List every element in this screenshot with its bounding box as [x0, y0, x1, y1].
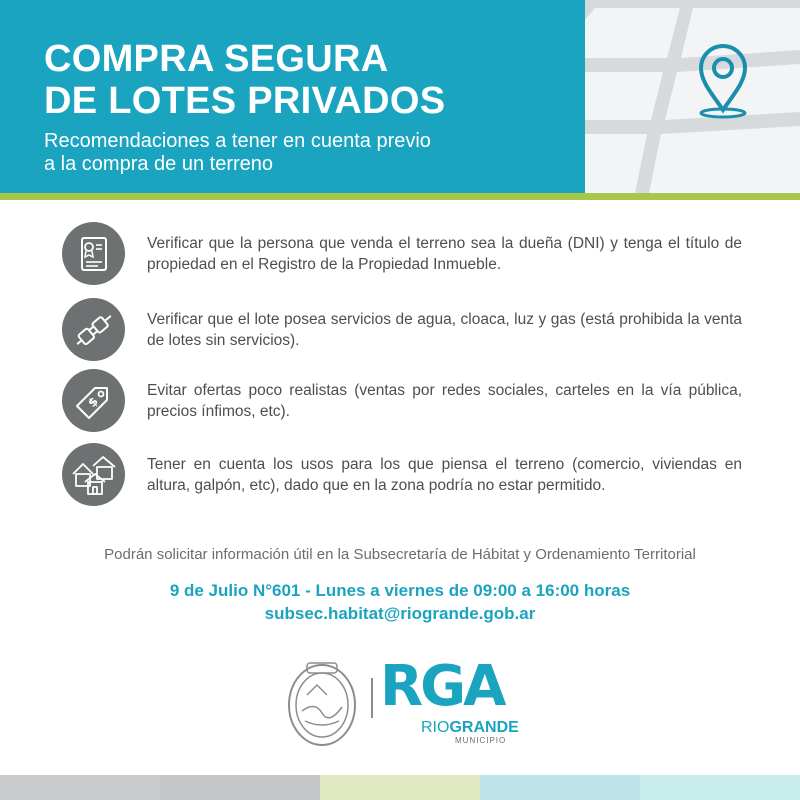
- bottom-bar-segment: [640, 775, 800, 800]
- plug-connector-icon: [62, 298, 125, 361]
- logo-city-part-2: GRANDE: [449, 719, 519, 736]
- logo-city-name: [421, 720, 519, 736]
- subtitle-line-1: Recomendaciones a tener en cuenta previo: [44, 130, 431, 152]
- location-pin-icon: [693, 40, 753, 120]
- recommendation-text: Verificar que la persona que venda el terreno sea la dueña (DNI) y tenga el título de propiedad en el Registro de la Propiedad Inmueble.: [147, 234, 742, 273]
- logo-city-part-1: RIO: [421, 719, 450, 736]
- bottom-bar-segment: [320, 775, 480, 800]
- houses-icon: [62, 443, 125, 506]
- list-item: [62, 443, 742, 506]
- list-item: [62, 222, 742, 285]
- list-item: [62, 369, 742, 432]
- list-item: [62, 298, 742, 361]
- recommendation-text: Tener en cuenta los usos para los que piensa el terreno (comercio, viviendas en altura, galpón, etc), dado que en la zona podría no estar permitido.: [147, 455, 742, 494]
- bottom-bar-segment: [480, 775, 640, 800]
- page-title-line-1: COMPRA SEGURA: [44, 38, 389, 80]
- contact-email[interactable]: subsec.habitat@riogrande.gob.ar: [264, 604, 536, 623]
- map-illustration: [585, 0, 800, 193]
- recommendation-text: Verificar que el lote posea servicios de agua, cloaca, luz y gas (está prohibida la venta de lotes sin servicios).: [147, 310, 742, 349]
- bottom-color-bar: [0, 775, 800, 800]
- logo-area: [280, 650, 540, 750]
- svg-text:$: $: [84, 393, 101, 410]
- header-title-band: [0, 0, 585, 193]
- subtitle: [44, 130, 585, 176]
- logo-municipio: MUNICIPIO: [455, 736, 507, 745]
- bottom-bar-segment: [160, 775, 320, 800]
- price-tag-icon: [62, 369, 125, 432]
- address-hours: 9 de Julio N°601 - Lunes a viernes de 09:00 a 16:00 horas: [169, 581, 631, 600]
- coat-of-arms-seal: [285, 655, 360, 750]
- logo-divider: [371, 678, 373, 718]
- certificate-document-icon: [62, 222, 125, 285]
- recommendation-text: Evitar ofertas poco realistas (ventas por redes sociales, carteles en la vía pública, precios ínfimos, etc).: [147, 381, 742, 420]
- header-divider: [0, 193, 800, 200]
- info-text: Podrán solicitar información útil en la Subsecretaría de Hábitat y Ordenamiento Territorial: [104, 546, 696, 563]
- logo-acronym: RGA: [380, 654, 504, 719]
- page-title-line-2: DE LOTES PRIVADOS: [44, 80, 446, 122]
- subtitle-line-2: a la compra de un terreno: [44, 153, 274, 175]
- header: [0, 0, 800, 193]
- bottom-bar-segment: [0, 775, 160, 800]
